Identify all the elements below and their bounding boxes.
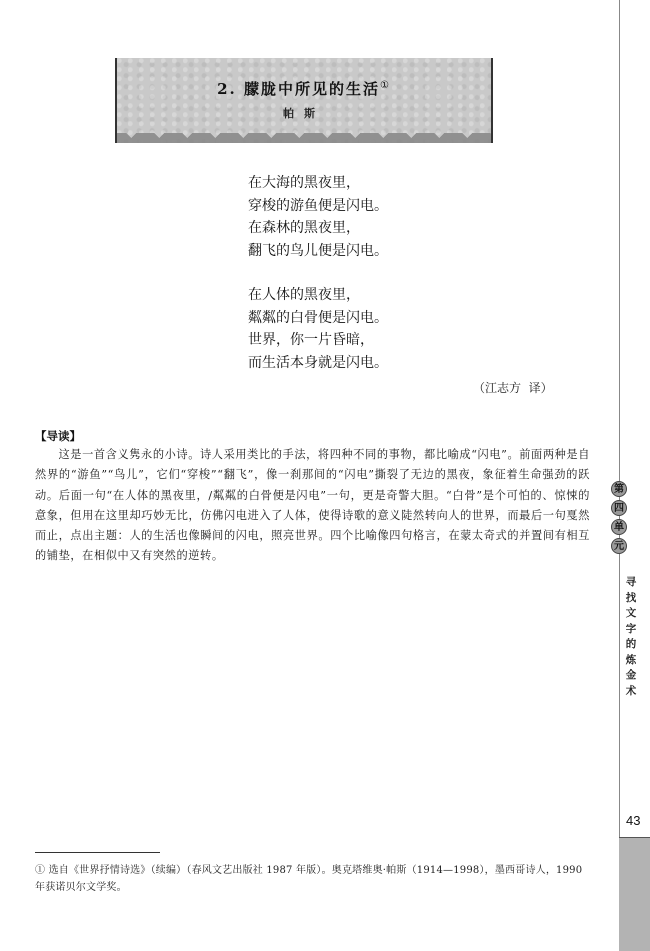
poem-line: 在大海的黑夜里，: [248, 175, 360, 191]
unit-badge-circle: 第: [611, 481, 627, 497]
poem-line: 翻飞的鸟儿便是闪电。: [248, 242, 388, 259]
unit-title-char: 文: [625, 607, 637, 619]
zigzag-border-decoration: [117, 133, 491, 143]
margin-rule: [619, 0, 620, 837]
unit-badges: [611, 481, 629, 557]
poem-stanza: [248, 284, 388, 374]
unit-title-char: 金: [625, 669, 637, 681]
poem-line: 粼粼的白骨便是闪电。: [248, 309, 388, 326]
author-name: 帕斯: [283, 107, 325, 120]
footnote-divider: [35, 852, 160, 853]
footnote-text: ① 选自《世界抒情诗选》（续编）（春风文艺出版社 1987 年版）。奥克塔维奥·帕斯（1914—1998），墨西哥诗人，1990 年获诺贝尔文学奖。: [35, 865, 583, 893]
poem-line: 而生活本身就是闪电。: [248, 354, 388, 371]
unit-title-char: 寻: [625, 576, 637, 588]
unit-title-vertical: [623, 575, 639, 699]
unit-title-char: 字: [625, 622, 637, 635]
unit-badge-circle: 单: [611, 519, 627, 535]
unit-title-char: 找: [625, 591, 637, 604]
unit-badge-circle: 四: [611, 500, 627, 516]
unit-title-char: 的: [625, 638, 637, 650]
translator-credit: （江志方 译）: [473, 381, 553, 395]
margin-grey-block: [619, 837, 650, 951]
guide-heading: 【导读】: [35, 429, 81, 443]
lesson-title-banner: [115, 58, 493, 143]
poem-line: 在人体的黑夜里，: [248, 287, 360, 303]
lesson-title: [117, 78, 491, 99]
unit-title-char: 炼: [625, 653, 637, 666]
poem-line: 穿梭的游鱼便是闪电。: [248, 197, 388, 214]
footnote-marker[interactable]: ①: [379, 80, 391, 91]
guide-paragraph: 这是一首含义隽永的小诗。诗人采用类比的手法，将四种不同的事物，都比喻成“闪电”。前面两种是自然界的“游鱼”“鸟儿”，它们“穿梭”“翻飞”，像一刹那间的“闪电”撕裂了无边的黑夜，象征着生命强劲的跃动。后面一句“在人体的黑夜里，/粼粼的白骨便是闪电”一句，更是奇警大胆。“白骨”是个可怕的、惊悚的意象，但用在这里却巧妙无比，仿佛闪电进入了人体，使得诗歌的意义陡然转向人的世界，而最后一句戛然而止，点出主题：人的生活也像瞬间的闪电，照亮世界。四个比喻像四句格言，在蒙太奇式的并置间有相互的铺垫，在相似中又有突然的逆转。: [35, 448, 590, 563]
poem-line: 在森林的黑夜里，: [248, 220, 360, 236]
unit-badge-circle: 元: [611, 538, 627, 554]
unit-title-char: 术: [625, 684, 637, 697]
lesson-title-text: 2. 朦胧中所见的生活: [217, 80, 380, 98]
poem-stanza: [248, 172, 388, 262]
page-number: 43: [626, 813, 641, 828]
poem-body: [248, 172, 388, 396]
poem-line: 世界，你一片昏暗，: [248, 332, 374, 348]
